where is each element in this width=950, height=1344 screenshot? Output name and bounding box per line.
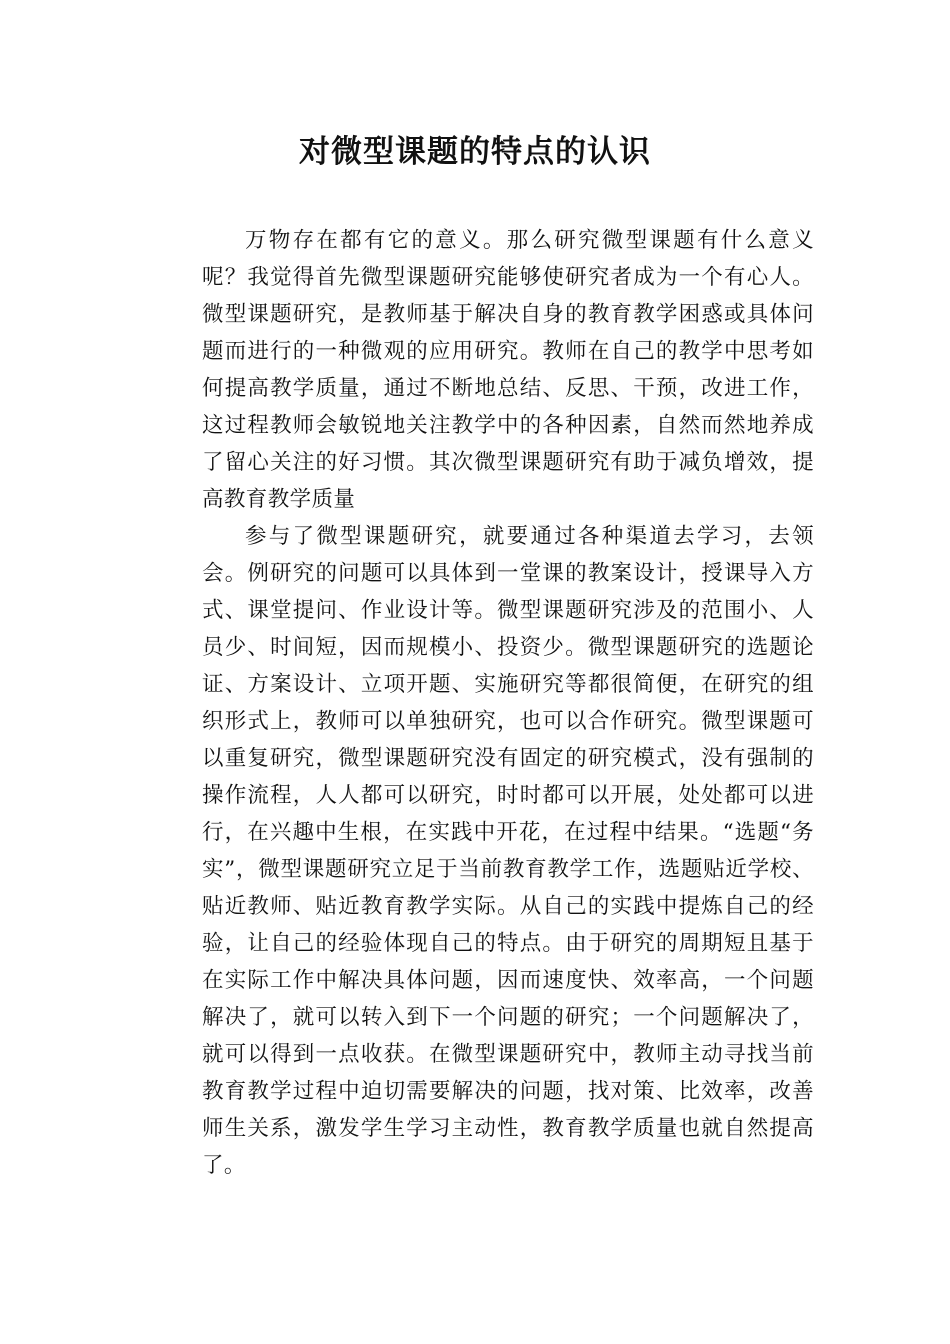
document-body xyxy=(202,222,814,1184)
paragraph-2: 参与了微型课题研究，就要通过各种渠道去学习，去领会。例研究的问题可以具体到一堂课的教案设计，授课导入方式、课堂提问、作业设计等。微型课题研究涉及的范围小、人员少、时间短，因而规模小、投资少。微型课题研究的选题论证、方案设计、立项开题、实施研究等都很简便，在研究的组织形式上，教师可以单独研究，也可以合作研究。微型课题可以重复研究，微型课题研究没有固定的研究模式，没有强制的操作流程，人人都可以研究，时时都可以开展，处处都可以进行，在兴趣中生根，在实践中开花，在过程中结果。“选题“务实”，微型课题研究立足于当前教育教学工作，选题贴近学校、贴近教师、贴近教育教学实际。从自己的实践中提炼自己的经验，让自己的经验体现自己的特点。由于研究的周期短且基于在实际工作中解决具体问题，因而速度快、效率高，一个问题解决了，就可以转入到下一个问题的研究；一个问题解决了，就可以得到一点收获。在微型课题研究中，教师主动寻找当前教育教学过程中迫切需要解决的问题，找对策、比效率，改善师生关系，激发学生学习主动性，教育教学质量也就自然提高了。 xyxy=(202,524,814,1178)
paragraph-1: 万物存在都有它的意义。那么研究微型课题有什么意义呢？我觉得首先微型课题研究能够使研究者成为一个有心人。微型课题研究，是教师基于解决自身的教育教学困惑或具体问题而进行的一种微观的应用研究。教师在自己的教学中思考如何提高教学质量，通过不断地总结、反思、干预，改进工作，这过程教师会敏锐地关注教学中的各种因素，自然而然地养成了留心关注的好习惯。其次微型课题研究有助于减负增效，提高教育教学质量 xyxy=(202,228,814,512)
document-title: 对微型课题的特点的认识 xyxy=(299,134,651,170)
